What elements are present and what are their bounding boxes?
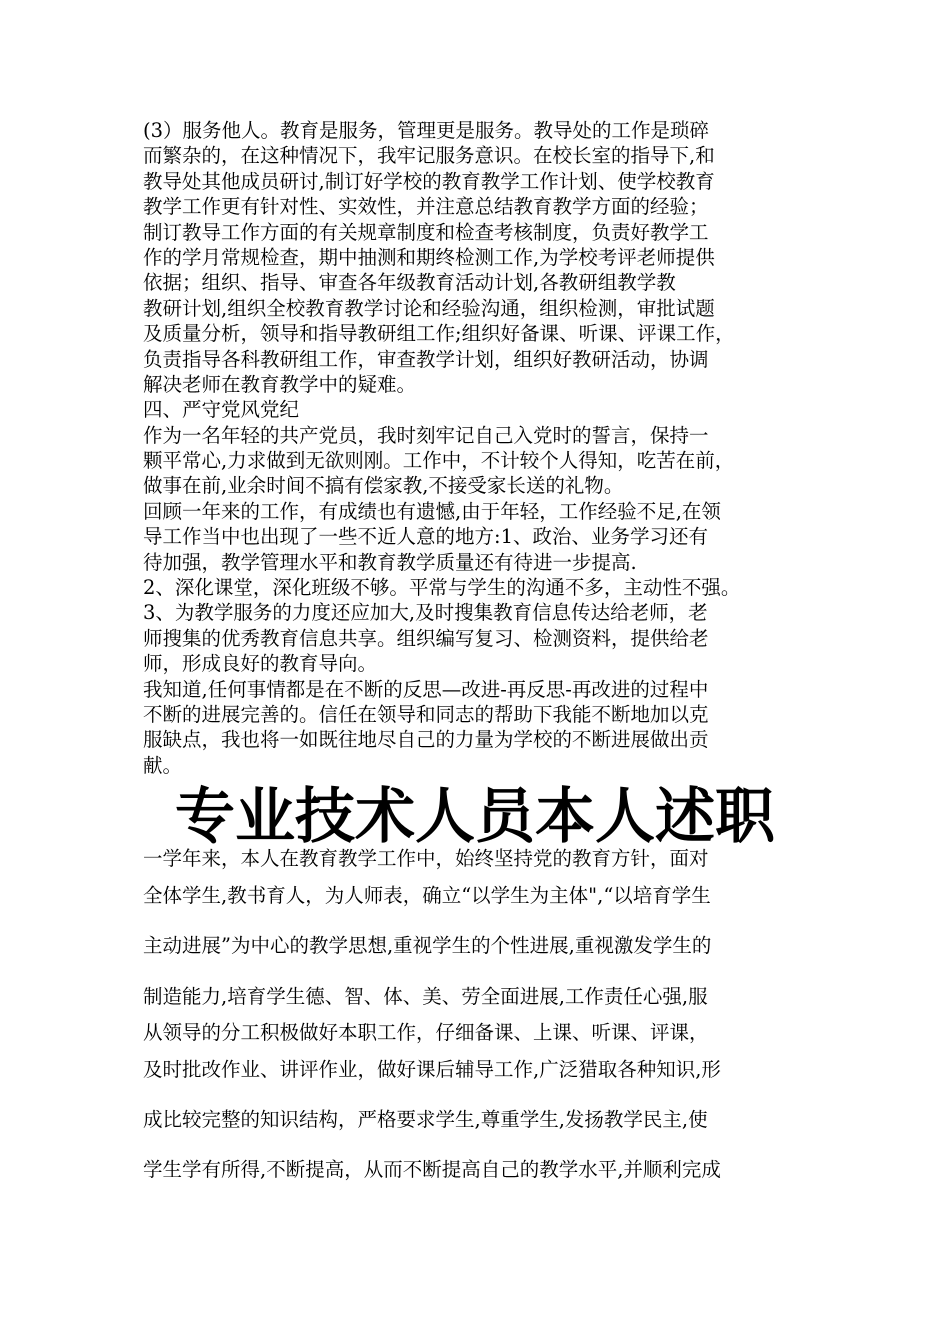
text-line: 制订教导工作方面的有关规章制度和检查考核制度，负责好教学工 xyxy=(143,220,709,244)
text-line: 作的学月常规检查，期中抽测和期终检测工作,为学校考评老师提供 xyxy=(143,245,715,269)
text-line: 从领导的分工积极做好本职工作，仔细备课、上课、听课、评课， xyxy=(143,1021,709,1044)
text-line: 师，形成良好的教育导向。 xyxy=(143,652,378,676)
text-line: 待加强，教学管理水平和教育教学质量还有待进一步提高. xyxy=(143,550,637,574)
text-line: 一学年来，本人在教育教学工作中，始终坚持党的教育方针，面对 xyxy=(143,847,709,870)
text-line: 及时批改作业、讲评作业，做好课后辅导工作,广泛猎取各种知识,形 xyxy=(143,1058,721,1081)
section-continued-text xyxy=(143,118,815,778)
text-line: 而繁杂的，在这种情况下，我牢记服务意识。在校长室的指导下,和 xyxy=(143,144,715,168)
text-line: 主动进展”为中心的教学思想,重视学生的个性进展,重视激发学生的 xyxy=(143,934,712,957)
text-line: 全体学生,教书育人，为人师表，确立“以学生为主体",“以培育学生 xyxy=(143,884,711,907)
text-line: 2、深化课堂，深化班级不够。平常与学生的沟通不多，主动性不强。 xyxy=(143,576,741,600)
text-line: 教学工作更有针对性、实效性，并注意总结教育教学方面的经验； xyxy=(143,195,709,219)
text-line: 我知道,任何事情都是在不断的反思—改进-再反思-再改进的过程中 xyxy=(143,677,709,701)
text-line: 导工作当中也出现了一些不近人意的地方:1、政治、业务学习还有 xyxy=(143,525,708,549)
text-line: 不断的进展完善的。信任在领导和同志的帮助下我能不断地加以克 xyxy=(143,702,709,726)
text-line: 成比较完整的知识结构，严格要求学生,尊重学生,发扬教学民主,使 xyxy=(143,1108,708,1131)
text-line: 解决老师在教育教学中的疑难。 xyxy=(143,372,417,396)
text-line: 负责指导各科教研组工作，审查教学计划，组织好教研活动，协调 xyxy=(143,347,709,371)
text-line: (3）服务他人。教育是服务，管理更是服务。教导处的工作是琐碎 xyxy=(143,119,710,142)
text-line: 依据；组织、指导、审查各年级教育活动计划,各教研组教学教 xyxy=(143,271,676,295)
text-line: 服缺点，我也将一如既往地尽自己的力量为学校的不断进展做出贡 xyxy=(143,728,709,752)
document-title: 专业技术人员本人述职 xyxy=(175,782,775,852)
text-line: 颗平常心,力求做到无欲则刚。工作中，不计较个人得知，吃苦在前， xyxy=(143,449,735,473)
text-line: 献。 xyxy=(143,753,183,777)
text-line: 3、为教学服务的力度还应加大,及时搜集教育信息传达给老师，老 xyxy=(143,601,708,625)
text-line: 教导处其他成员研讨,制订好学校的教育教学工作计划、使学校教育 xyxy=(143,169,715,193)
text-line: 及质量分析，领导和指导教研组工作;组织好备课、听课、评课工作， xyxy=(143,322,735,346)
text-line: 制造能力,培育学生德、智、体、美、劳全面进展,工作责任心强,服 xyxy=(143,985,708,1008)
text-line: 教研计划,组织全校教育教学讨论和经验沟通，组织检测，审批试题 xyxy=(143,296,715,320)
text-line: 学生学有所得,不断提高，从而不断提高自己的教学水平,并顺利完成 xyxy=(143,1158,721,1181)
text-line: 做事在前,业余时间不搞有偿家教,不接受家长送的礼物。 xyxy=(143,474,624,498)
section-subheading: 四、严守党风党纪 xyxy=(143,398,300,422)
text-line: 作为一名年轻的共产党员，我时刻牢记自己入党时的誓言，保持一 xyxy=(143,423,709,447)
text-line: 师搜集的优秀教育信息共享。组织编写复习、检测资料，提供给老 xyxy=(143,626,709,650)
text-line: 回顾一年来的工作，有成绩也有遗憾,由于年轻，工作经验不足,在领 xyxy=(143,499,721,523)
